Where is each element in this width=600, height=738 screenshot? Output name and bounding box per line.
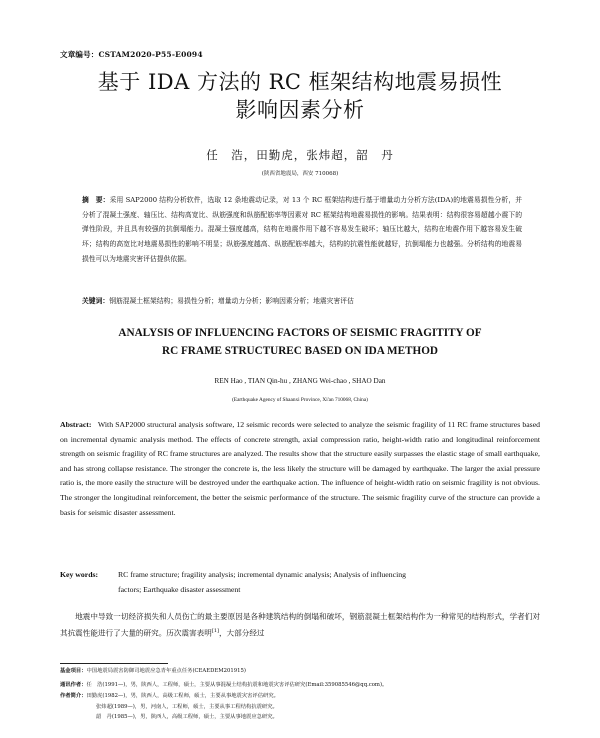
en-title-line2: RC FRAME STRUCTUREC BASED ON IDA METHOD bbox=[162, 345, 438, 357]
en-title-line1: ANALYSIS OF INFLUENCING FACTORS OF SEISMIC FRAGITITY OF bbox=[118, 327, 482, 339]
en-keywords-line2: factors; Earthquake disaster assessment bbox=[118, 584, 241, 594]
cn-keywords bbox=[82, 295, 522, 308]
footnote-author-1 bbox=[60, 691, 279, 701]
en-keywords-line1: RC frame structure; fragility analysis; incremental dynamic analysis; Analysis of influencing bbox=[118, 570, 406, 579]
en-abstract-text: With SAP2000 structural analysis software, 12 seismic records were selected to analyze the seismic fragility of 11 RC frame structures based on incremental dynamic analysis method. The effects of concrete strength, axial compression ratio, height-width ratio and longitudinal reinforcement strength on seismic fragility of RC frame structures are analyzed. The results show that the structure easily surpasses the elastic stage of small earthquake, and has strong collapse resistance. The stronger the concrete is, the less likely the structure will be damaged by earthquake. The larger the axial pressure ratio is, the more easily the structure will be destroyed under the earthquake action. The influence of height-width ratio on seismic fragility is not obvious. The stronger the longitudinal reinforcement, the better the seismic performance of the structure. The seismic fragility curve of the structure can provide a basis for seismic disaster assessment. bbox=[60, 420, 541, 517]
cn-keywords-text: 钢筋混凝土框架结构；易损性分析；增量动力分析；影响因素分析；地震灾害评估 bbox=[109, 297, 354, 305]
auth1-text: 田勤虎(1982—)，男，陕西人，高级工程师，硕士，主要从事地震灾害评估研究。 bbox=[86, 693, 279, 699]
fund-text: 中国地震局震害防御司地震应急青年重点任务(CEAEDEM201915) bbox=[86, 668, 246, 674]
footnote-author-2 bbox=[60, 702, 278, 712]
en-keywords bbox=[60, 568, 540, 597]
body-paragraph-tail: ，大部分经过 bbox=[218, 628, 265, 638]
footnote-divider bbox=[60, 663, 168, 664]
footnote-corresponding bbox=[60, 680, 387, 690]
fund-label: 基金项目： bbox=[60, 668, 87, 674]
auth-label: 作者简介： bbox=[60, 693, 87, 699]
body-paragraph-text: 地震中导致一切经济损失和人员伤亡的最主要原因是各种建筑结构的倒塌和破坏，钢筋混凝土框架结构作为一种常见的结构形式，学者们对其抗震性能进行了大量的研究。历次震害表明 bbox=[60, 612, 540, 638]
body-paragraph bbox=[60, 609, 540, 641]
cn-title-line1: 基于 IDA 方法的 RC 框架结构地震易损性 bbox=[97, 70, 503, 94]
en-keywords-label: Key words: bbox=[60, 570, 99, 579]
article-number: 文章编号：CSTAM2020-P55-E0094 bbox=[60, 50, 203, 59]
en-authors: REN Hao , TIAN Qin-hu , ZHANG Wei-chao , SHAO Dan bbox=[214, 377, 386, 385]
en-affiliation: (Earthquake Agency of Shaanxi Province, Xi'an 710068, China) bbox=[232, 397, 368, 403]
cn-abstract bbox=[82, 193, 522, 267]
cn-keywords-label: 关键词： bbox=[82, 297, 110, 305]
auth2-text: 张炜超(1989—)，男，河南人，工程师，硕士，主要从事工程结构抗震研究。 bbox=[96, 704, 278, 710]
citation-ref: [1] bbox=[211, 628, 219, 634]
corr-label: 通讯作者： bbox=[60, 682, 87, 688]
en-abstract bbox=[60, 418, 540, 520]
footnote-author-3 bbox=[60, 712, 278, 722]
cn-title-line2: 影响因素分析 bbox=[235, 98, 365, 122]
en-abstract-label: Abstract: bbox=[60, 420, 92, 429]
auth3-text: 韶 丹(1985—)，男，陕西人，高级工程师，硕士，主要从事地震应急研究。 bbox=[96, 714, 278, 720]
cn-abstract-label: 摘 要： bbox=[82, 196, 110, 204]
cn-abstract-text: 采用 SAP2000 结构分析软件，选取 12 条地震动记录，对 13 个 RC 框架结构进行基于增量动力分析方法(IDA)的地震易损性分析，并分析了混凝土强度、轴压比、结构高宽比、纵筋强度和纵筋配筋率等因素对 RC 框架结构地震易损性的影响。结果表明：结构很容易超越小震下的弹性阶段，并且具有较强的抗倒塌能力。混凝土强度越高，结构在地震作用下越不容易发生破坏；轴压比越大，结构在地震作用下越容易发生破坏；结构的高宽比对地震易损性的影响不明显；纵筋强度越高、纵筋配筋率越大，结构的抗震性能就越好，抗倒塌能力也越强。分析结构的地震易损性可以为地震灾害评估提供依据。 bbox=[82, 196, 523, 263]
footnote-fund bbox=[60, 666, 246, 676]
corr-text: 任 浩(1991—)，男，陕西人，工程师，硕士，主要从事混凝土结构抗震和地震灾害评估研究(Email:359085546@qq.com)。 bbox=[86, 682, 388, 688]
cn-affiliation: (陕西省地震局，西安 710068) bbox=[261, 171, 339, 177]
cn-authors: 任 浩，田勤虎，张炜超，韶 丹 bbox=[206, 148, 394, 162]
